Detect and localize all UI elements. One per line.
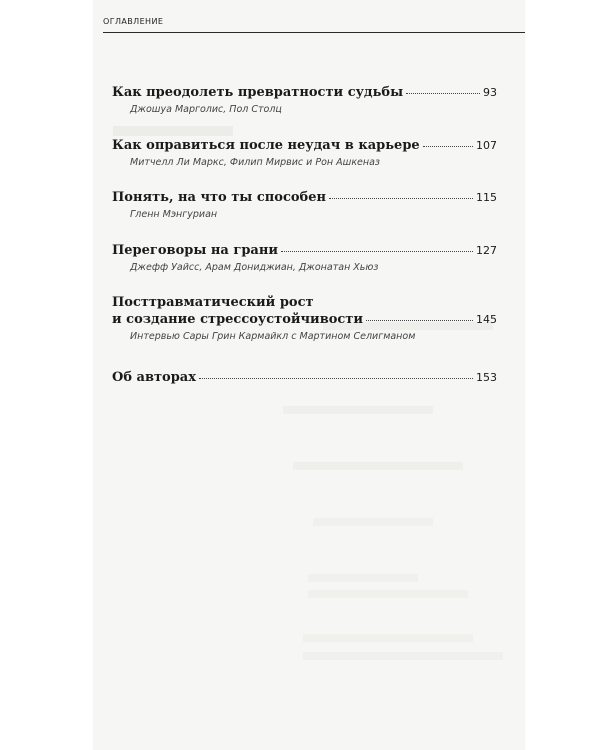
toc-entry-authors: Гленн Мэнгуриан (130, 209, 218, 220)
dot-leader (423, 146, 473, 147)
toc-page-number: 145 (476, 313, 497, 326)
dot-leader (199, 378, 473, 379)
toc-entry-title: Об авторах (112, 370, 196, 385)
toc-title-row (112, 243, 497, 258)
toc-entry-title: Как оправиться после неудач в карьере (112, 138, 420, 153)
toc-entry[interactable] (112, 85, 497, 115)
toc-entry[interactable] (112, 138, 497, 168)
dot-leader (406, 93, 480, 94)
dot-leader (329, 198, 473, 199)
toc-page-number: 153 (476, 371, 497, 384)
running-header: ОГЛАВЛЕНИЕ (103, 17, 164, 26)
toc-entry-title: Как преодолеть превратности судьбы (112, 85, 404, 100)
dot-leader (366, 320, 473, 321)
toc-title-row (112, 138, 497, 153)
dot-leader (281, 251, 473, 252)
toc-page-number: 107 (476, 139, 497, 152)
toc-title-row (112, 312, 497, 327)
toc-entry-title-line2: и создание стрессоустойчивости (112, 312, 364, 327)
toc-entry-authors: Джефф Уайсс, Арам Дониджиан, Джонатан Хьюз (130, 262, 379, 273)
toc-entry[interactable] (112, 370, 497, 385)
toc-entry-title: Понять, на что ты способен (112, 190, 326, 205)
toc-entry-authors: Джошуа Марголис, Пол Столц (130, 104, 282, 115)
toc-entry-title-line1: Посттравматический рост (112, 295, 314, 310)
toc-entry-authors: Митчелл Ли Маркс, Филип Мирвис и Рон Ашкеназ (130, 157, 380, 168)
toc-entry-authors: Интервью Сары Грин Кармайкл с Мартином Селигманом (130, 331, 416, 342)
toc-entry[interactable] (112, 243, 497, 273)
toc-title-row (112, 85, 497, 100)
toc-page-number: 115 (476, 191, 497, 204)
toc-entry[interactable] (112, 294, 497, 342)
header-rule (103, 32, 525, 33)
toc-title-row (112, 370, 497, 385)
toc-entry-title: Переговоры на грани (112, 243, 278, 258)
toc-page-number: 127 (476, 244, 497, 257)
toc-title-row (112, 190, 497, 205)
book-page (93, 0, 525, 750)
toc-entry[interactable] (112, 190, 497, 220)
toc-page-number: 93 (483, 86, 497, 99)
